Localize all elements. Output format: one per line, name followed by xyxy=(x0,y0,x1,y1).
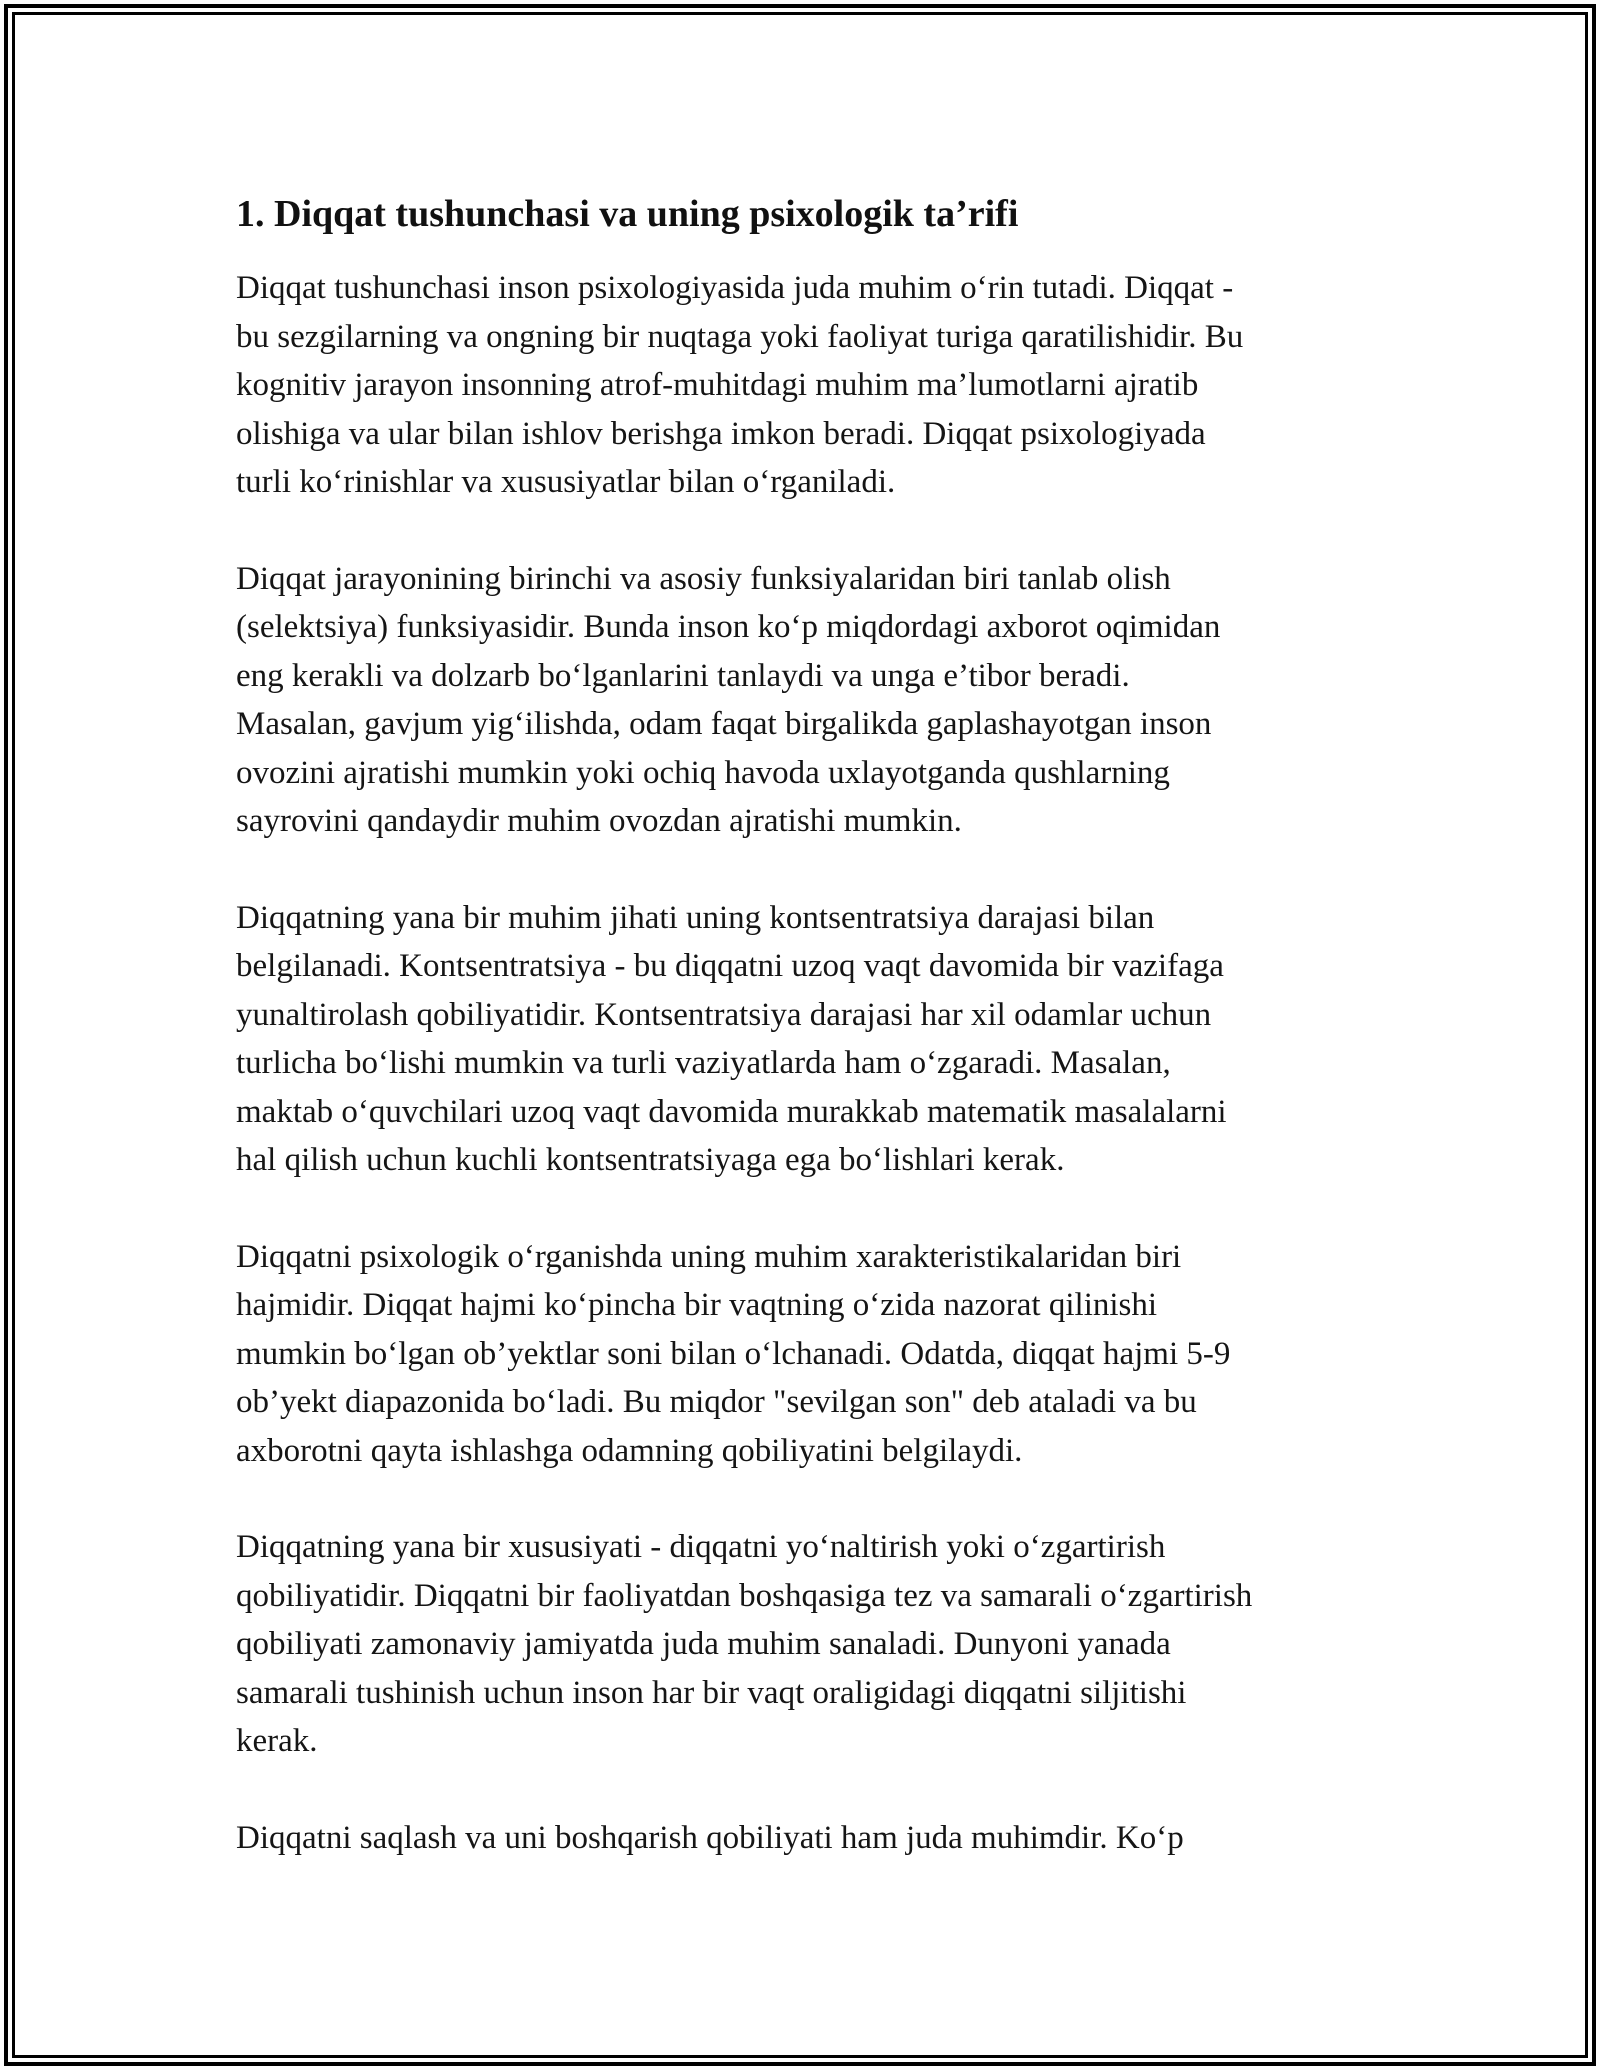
text-line: hal qilish uchun kuchli kontsentratsiyaga ega bo‘lishlari kerak. xyxy=(236,1142,1065,1178)
text-line: kerak. xyxy=(236,1723,318,1759)
text-line: eng kerakli va dolzarb bo‘lganlarini tanlaydi va unga e’tibor beradi. xyxy=(236,657,1130,694)
text-line: Diqqat jarayonining birinchi va asosiy funksiyalaridan biri tanlab olish xyxy=(236,560,1171,597)
paragraph xyxy=(236,264,1376,507)
paragraph xyxy=(236,1233,1376,1476)
text-line: Diqqatni psixologik o‘rganishda uning muhim xarakteristikalaridan biri xyxy=(236,1238,1182,1275)
text-line: bu sezgilarning va ongning bir nuqtaga yoki faoliyat turiga qaratilishidir. Bu xyxy=(236,318,1244,355)
paragraph xyxy=(236,1814,1376,1863)
text-line: samarali tushinish uchun inson har bir vaqt oraligidagi diqqatni siljitishi xyxy=(236,1674,1187,1711)
text-line: maktab o‘quvchilari uzoq vaqt davomida murakkab matematik masalalarni xyxy=(236,1093,1227,1130)
text-line: turlicha bo‘lishi mumkin va turli vaziyatlarda ham o‘zgaradi. Masalan, xyxy=(236,1045,1171,1081)
text-line: turli ko‘rinishlar va xususiyatlar bilan o‘rganiladi. xyxy=(236,464,896,500)
paragraph xyxy=(236,1523,1376,1766)
text-line: (selektsiya) funksiyasidir. Bunda inson ko‘p miqdordagi axborot oqimidan xyxy=(236,609,1221,645)
text-line: yunaltirolash qobiliyatidir. Kontsentratsiya darajasi har xil odamlar uchun xyxy=(236,996,1212,1033)
text-line: Diqqatning yana bir xususiyati - diqqatni yo‘naltirish yoki o‘zgartirish xyxy=(236,1529,1166,1565)
text-line: qobiliyati zamonaviy jamiyatda juda muhim sanaladi. Dunyoni yanada xyxy=(236,1626,1171,1662)
text-line: hajmidir. Diqqat hajmi ko‘pincha bir vaqtning o‘zida nazorat qilinishi xyxy=(236,1287,1158,1323)
text-line: mumkin bo‘lgan ob’yektlar soni bilan o‘lchanadi. Odatda, diqqat hajmi 5-9 xyxy=(236,1335,1231,1372)
text-line: belgilanadi. Kontsentratsiya - bu diqqatni uzoq vaqt davomida bir vazifaga xyxy=(236,948,1224,984)
text-line: qobiliyatidir. Diqqatni bir faoliyatdan boshqasiga tez va samarali o‘zgartirish xyxy=(236,1577,1253,1614)
text-line: Masalan, gavjum yig‘ilishda, odam faqat birgalikda gaplashayotgan inson xyxy=(236,706,1212,742)
text-line: Diqqatning yana bir muhim jihati uning kontsentratsiya darajasi bilan xyxy=(236,899,1155,936)
document-body xyxy=(236,186,1376,1910)
section-heading: 1. Diqqat tushunchasi va uning psixologik ta’rifi xyxy=(236,193,1019,235)
text-line: Diqqat tushunchasi inson psixologiyasida juda muhim o‘rin tutadi. Diqqat - xyxy=(236,270,1234,306)
paragraph xyxy=(236,894,1376,1185)
text-line: kognitiv jarayon insonning atrof-muhitdagi muhim ma’lumotlarni ajratib xyxy=(236,367,1199,403)
text-line: olishiga va ular bilan ishlov berishga imkon beradi. Diqqat psixologiyada xyxy=(236,415,1206,452)
text-line: axborotni qayta ishlashga odamning qobiliyatini belgilaydi. xyxy=(236,1432,1023,1469)
text-line: sayrovini qandaydir muhim ovozdan ajratishi mumkin. xyxy=(236,803,962,839)
text-line: ovozini ajratishi mumkin yoki ochiq havoda uxlayotganda qushlarning xyxy=(236,754,1170,791)
paragraph xyxy=(236,555,1376,846)
text-line: Diqqatni saqlash va uni boshqarish qobiliyati ham juda muhimdir. Ko‘p xyxy=(236,1819,1184,1856)
text-line: ob’yekt diapazonida bo‘ladi. Bu miqdor "sevilgan son" deb ataladi va bu xyxy=(236,1384,1197,1420)
paragraph-list xyxy=(236,264,1376,1862)
